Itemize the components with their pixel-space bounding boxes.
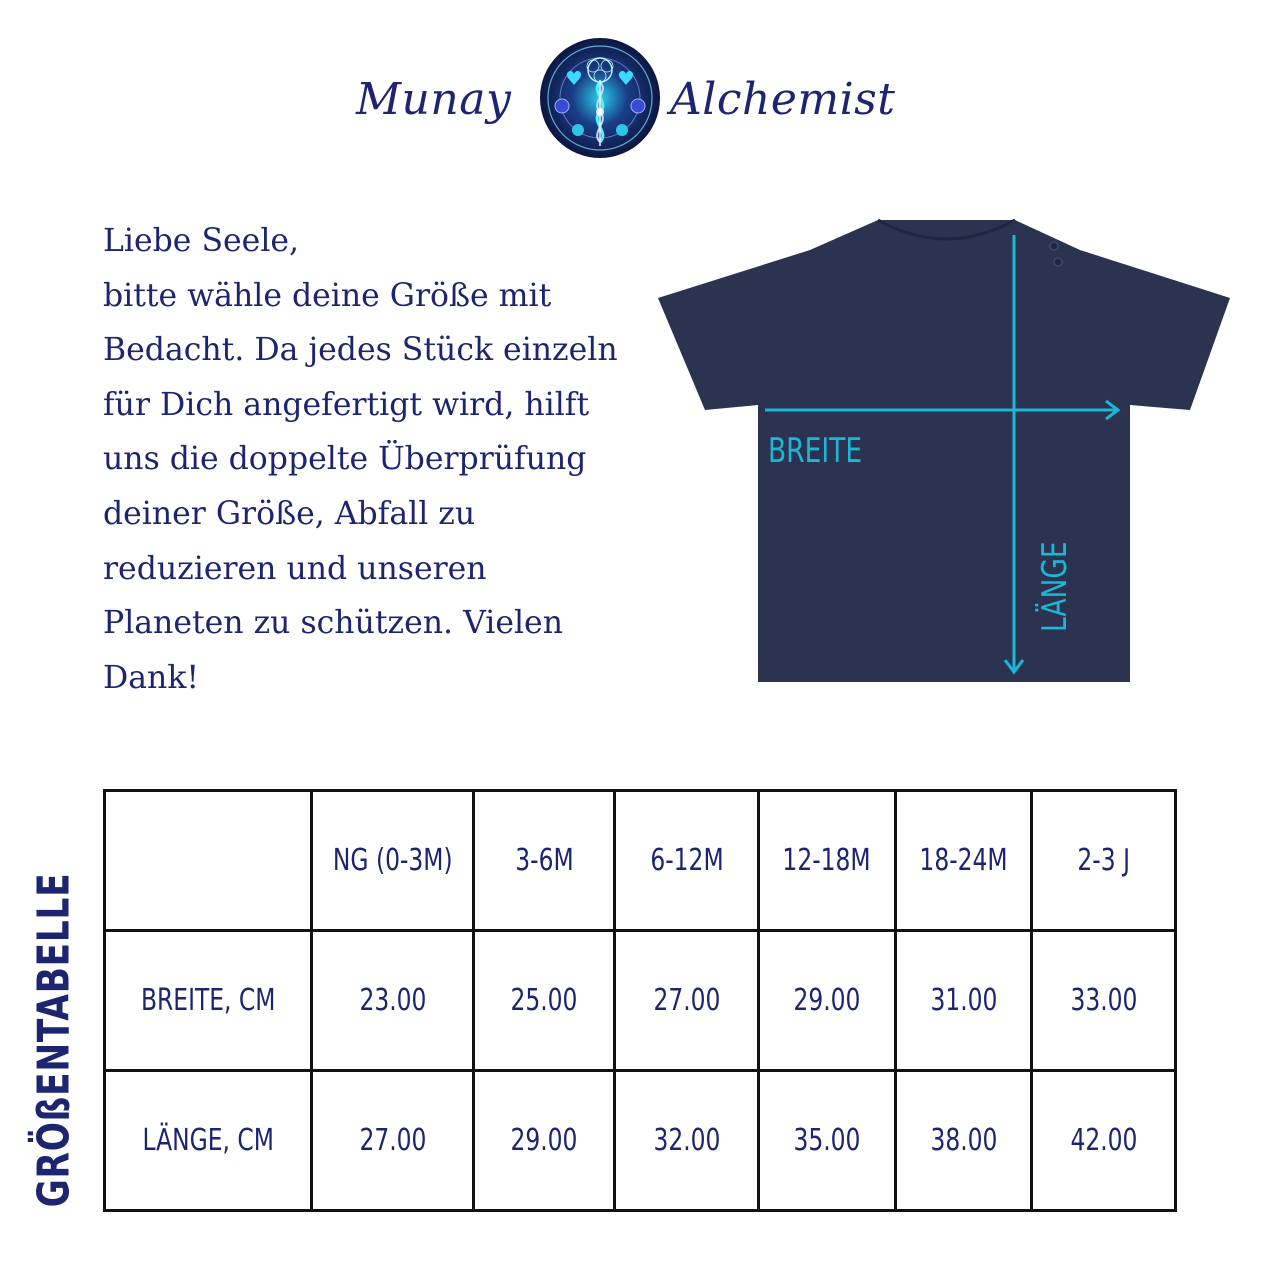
table-row [105, 1071, 1176, 1211]
length-label: LÄNGE [1035, 541, 1075, 632]
table-header-cell: 12-18M [759, 791, 896, 931]
table-header-cell: NG (0-3M) [312, 791, 474, 931]
size-table [103, 789, 1177, 1212]
width-label: BREITE [768, 431, 863, 471]
table-cell: 29.00 [759, 931, 896, 1071]
table-cell: 25.00 [474, 931, 615, 1071]
tshirt-shape [658, 220, 1230, 682]
table-cell: 32.00 [615, 1071, 759, 1211]
table-cell: 31.00 [896, 931, 1032, 1071]
brand-name-right: Alchemist [670, 74, 896, 125]
row-label: LÄNGE, CM [105, 1071, 312, 1211]
table-cell: 27.00 [312, 1071, 474, 1211]
intro-line: bitte wähle deine Größe mit [103, 277, 552, 314]
table-header-cell: 6-12M [615, 791, 759, 931]
table-cell: 23.00 [312, 931, 474, 1071]
tshirt-measurement-diagram [650, 210, 1240, 700]
intro-line: deiner Größe, Abfall zu [103, 495, 476, 532]
table-row [105, 931, 1176, 1071]
table-cell: 42.00 [1032, 1071, 1176, 1211]
intro-line: Planeten zu schützen. Vielen [103, 605, 563, 642]
table-cell: 33.00 [1032, 931, 1176, 1071]
table-header-cell: 18-24M [896, 791, 1032, 931]
intro-line: uns die doppelte Überprüfung [103, 441, 587, 478]
table-header-cell: 2-3 J [1032, 791, 1176, 931]
brand-header [0, 30, 1280, 170]
intro-text [103, 214, 683, 705]
intro-line: Bedacht. Da jedes Stück einzeln [103, 332, 618, 369]
intro-line: für Dich angefertigt wird, hilft [103, 386, 590, 423]
intro-line: Dank! [103, 659, 200, 696]
row-label: BREITE, CM [105, 931, 312, 1071]
table-header-cell [105, 791, 312, 931]
table-cell: 27.00 [615, 931, 759, 1071]
table-cell: 35.00 [759, 1071, 896, 1211]
table-cell: 38.00 [896, 1071, 1032, 1211]
intro-line: reduzieren und unseren [103, 550, 487, 587]
intro-line: Liebe Seele, [103, 223, 300, 259]
size-chart-title-text: GRÖßENTABELLE [28, 872, 80, 1208]
table-cell: 29.00 [474, 1071, 615, 1211]
table-header-row [105, 791, 1176, 931]
brand-name-left: Munay [356, 74, 512, 125]
table-header-cell: 3-6M [474, 791, 615, 931]
caduceus-mandala-logo-icon [538, 36, 662, 160]
